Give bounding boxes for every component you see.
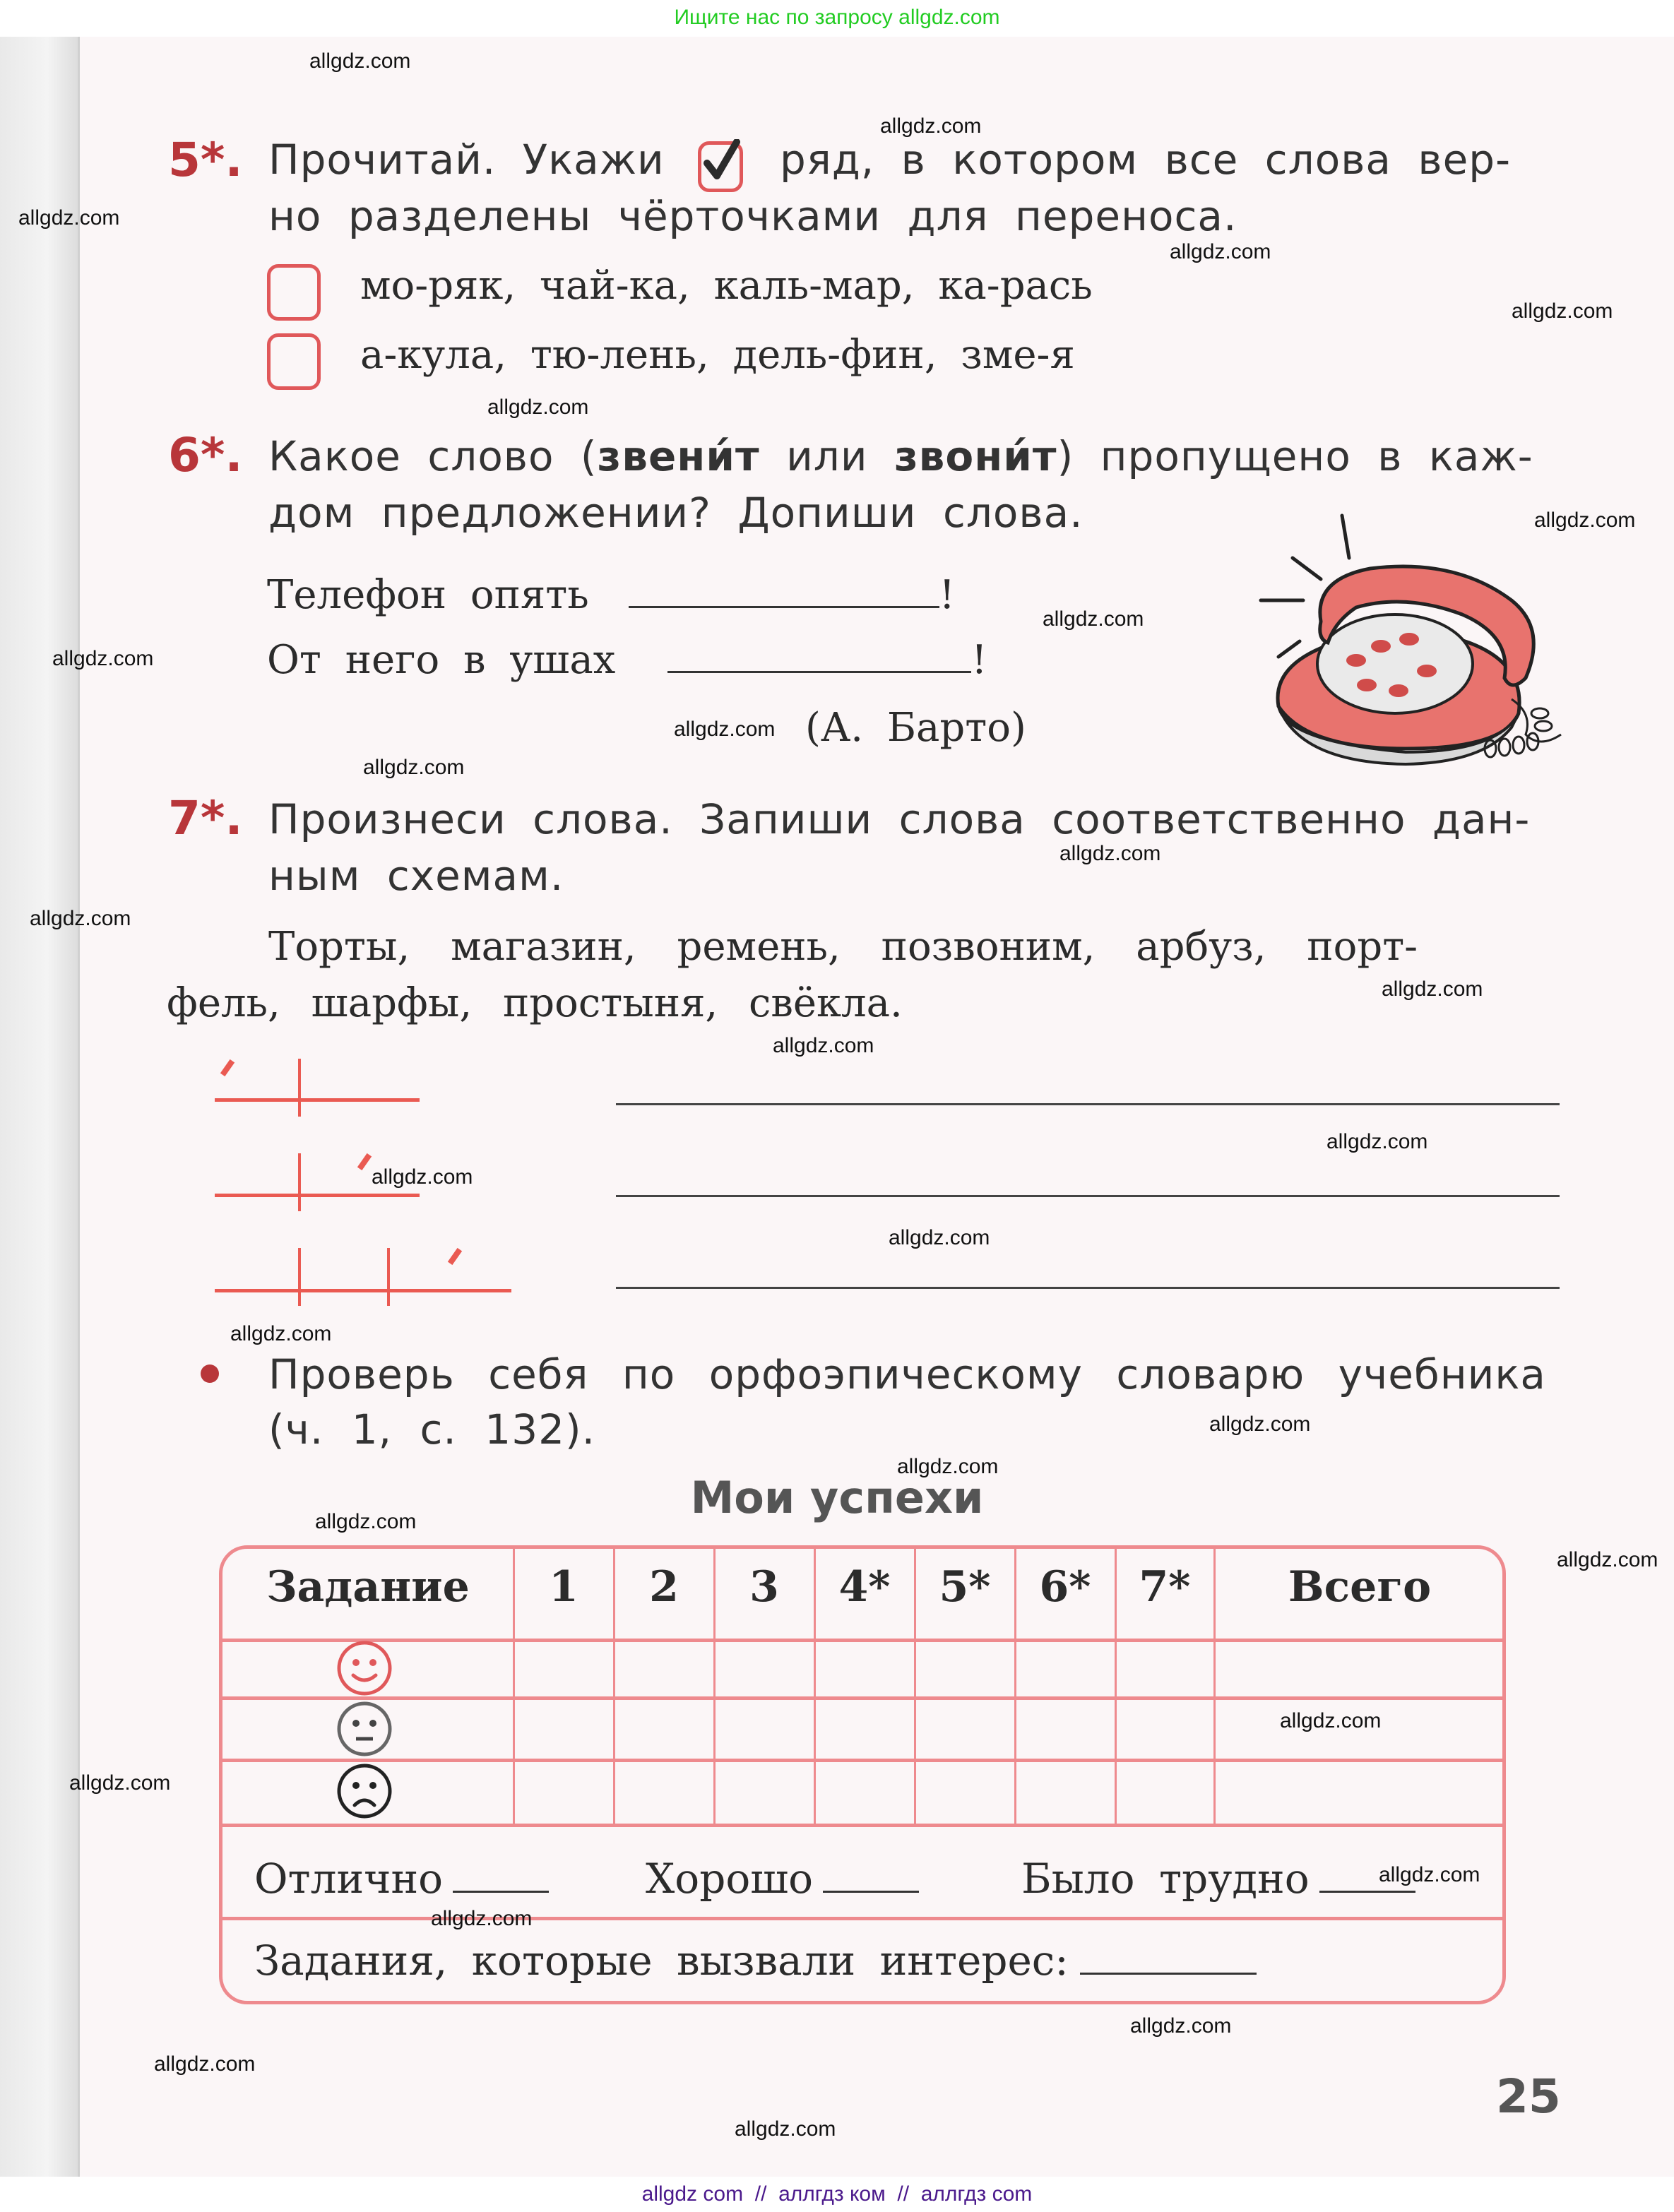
task-6-line1b: ) пропущено в каж- xyxy=(1057,432,1533,480)
task-5-line1b: ряд, в котором все слова вер- xyxy=(780,136,1511,184)
watermark[interactable]: allgdz.com xyxy=(735,2117,836,2141)
row-divider xyxy=(220,1639,1504,1642)
watermark[interactable]: allgdz.com xyxy=(154,2052,256,2076)
rating-hard xyxy=(1021,1855,1415,1903)
header-cell-4: 4* xyxy=(838,1562,891,1612)
watermark[interactable]: allgdz.com xyxy=(1280,1709,1382,1732)
watermark[interactable]: allgdz.com xyxy=(1534,509,1636,532)
task-7-line1: Произнеси слова. Запиши слова соответственно дан- xyxy=(268,795,1531,843)
task-5-line1a: Прочитай. Укажи xyxy=(268,136,665,184)
watermark[interactable]: allgdz.com xyxy=(674,718,776,741)
row-divider xyxy=(220,1917,1504,1920)
top-banner-text[interactable]: Ищите нас по запросу allgdz.com xyxy=(674,6,1000,29)
answer-blank-1[interactable] xyxy=(629,606,939,608)
gutter-edge xyxy=(78,37,80,2177)
watermark[interactable]: allgdz.com xyxy=(1130,2014,1232,2038)
row-divider xyxy=(220,1696,1504,1700)
scheme-3-divider-2 xyxy=(387,1248,390,1306)
telephone-illustration xyxy=(1229,501,1568,770)
watermark[interactable]: allgdz.com xyxy=(30,907,131,930)
header-cell-3: 3 xyxy=(749,1562,779,1612)
watermark[interactable]: allgdz.com xyxy=(1512,299,1613,323)
watermark[interactable]: allgdz.com xyxy=(18,206,120,230)
scheme-3-line xyxy=(215,1289,511,1292)
answer-line-1[interactable] xyxy=(616,1103,1560,1105)
answer-blank-2[interactable] xyxy=(667,671,971,673)
watermark[interactable]: allgdz.com xyxy=(69,1771,171,1795)
check-line1: Проверь себя по орфоэпическому словарю учебника xyxy=(268,1350,1546,1398)
task-7-number: 7*. xyxy=(168,791,243,845)
answer-line-2[interactable] xyxy=(616,1195,1560,1197)
header-cell-1: 1 xyxy=(549,1562,578,1612)
rating-excellent xyxy=(254,1855,549,1903)
stress-mark-icon xyxy=(357,1153,372,1170)
task-6-or: или xyxy=(786,432,868,480)
watermark[interactable]: allgdz.com xyxy=(372,1165,473,1189)
header-cell-2: 2 xyxy=(649,1562,679,1612)
smiley-neutral-icon xyxy=(335,1699,394,1759)
task-7-line2: ным схемам. xyxy=(268,852,564,900)
watermark[interactable]: allgdz.com xyxy=(1382,977,1483,1001)
check-mark-icon xyxy=(700,139,742,186)
row-divider xyxy=(220,1824,1504,1827)
watermark[interactable]: allgdz.com xyxy=(52,647,154,670)
watermark[interactable]: allgdz.com xyxy=(773,1034,874,1057)
scheme-2-line xyxy=(215,1194,420,1197)
row-divider xyxy=(220,1759,1504,1762)
option-1-checkbox[interactable] xyxy=(267,264,321,321)
rating-good xyxy=(646,1855,919,1903)
scheme-2-divider xyxy=(298,1153,301,1211)
watermark[interactable]: allgdz.com xyxy=(1059,842,1161,865)
watermark[interactable]: allgdz.com xyxy=(1043,607,1144,631)
page-number: 25 xyxy=(1496,2069,1561,2124)
watermark[interactable]: allgdz.com xyxy=(230,1322,332,1345)
answer-line-3[interactable] xyxy=(616,1287,1560,1289)
header-cell-total: Всего xyxy=(1288,1562,1432,1612)
bottom-banner xyxy=(0,2177,1674,2212)
poem-author: (А. Барто) xyxy=(805,705,1026,751)
watermark[interactable]: allgdz.com xyxy=(431,1907,533,1930)
watermark[interactable]: allgdz.com xyxy=(1209,1413,1311,1436)
poem-line-2 xyxy=(267,637,987,683)
watermark[interactable]: allgdz.com xyxy=(487,396,589,419)
watermark[interactable]: allgdz.com xyxy=(1557,1548,1658,1571)
watermark[interactable]: allgdz.com xyxy=(315,1510,417,1533)
progress-table xyxy=(219,1545,1506,2004)
rating-hard-label: Было трудно xyxy=(1021,1855,1310,1903)
stress-mark-icon xyxy=(448,1248,462,1265)
progress-title: Мои успехи xyxy=(690,1472,984,1523)
interest-row xyxy=(254,1937,1257,1985)
smiley-sad-icon xyxy=(335,1761,394,1821)
rating-excellent-blank[interactable] xyxy=(453,1891,549,1893)
watermark[interactable]: allgdz.com xyxy=(889,1226,990,1249)
poem-line-2-end: ! xyxy=(971,637,987,683)
task-7-words-line1: Торты, магазин, ремень, позвоним, арбуз, порт- xyxy=(268,924,1418,970)
option-2-text: а-кула, тю-лень, дель-фин, зме-я xyxy=(360,332,1075,378)
option-1-text: мо-ряк, чай-ка, каль-мар, ка-рась xyxy=(360,263,1093,309)
stress-mark-icon xyxy=(220,1059,235,1076)
watermark[interactable]: allgdz.com xyxy=(1379,1863,1480,1886)
scheme-1-line xyxy=(215,1098,420,1102)
ring-line xyxy=(1293,558,1321,579)
task-6-number: 6*. xyxy=(168,428,243,482)
check-line2: (ч. 1, с. 132). xyxy=(268,1405,596,1453)
rating-excellent-label: Отлично xyxy=(254,1855,444,1903)
poem-line-2-text: От него в ушах xyxy=(267,637,616,683)
syllable-schemes xyxy=(212,1056,523,1310)
smiley-happy-icon xyxy=(335,1639,394,1698)
watermark[interactable]: allgdz.com xyxy=(309,49,411,73)
interest-blank[interactable] xyxy=(1080,1973,1257,1975)
option-2-checkbox[interactable] xyxy=(267,333,321,390)
header-cell-task: Задание xyxy=(266,1562,470,1612)
page-gutter xyxy=(0,37,79,2177)
watermark[interactable]: allgdz.com xyxy=(363,756,465,779)
scheme-1-divider xyxy=(298,1059,301,1117)
task-6-line1a: Какое слово ( xyxy=(268,432,598,480)
rating-hard-blank[interactable] xyxy=(1319,1891,1415,1893)
task-6-line2: дом предложении? Допиши слова. xyxy=(268,489,1084,537)
task-5-line2: но разделены чёрточками для переноса. xyxy=(268,192,1237,240)
rating-good-blank[interactable] xyxy=(823,1891,919,1893)
interest-label: Задания, которые вызвали интерес: xyxy=(254,1937,1069,1985)
header-cell-6: 6* xyxy=(1039,1562,1091,1612)
watermark[interactable]: allgdz.com xyxy=(880,114,982,138)
task-7-words-line2: фель, шарфы, простыня, свёкла. xyxy=(167,980,903,1026)
word-zvenit: звени́т xyxy=(597,432,760,480)
top-banner xyxy=(0,0,1674,37)
bullet-icon xyxy=(201,1364,219,1383)
watermark[interactable]: allgdz.com xyxy=(1170,240,1271,263)
task-5-number: 5*. xyxy=(168,133,243,187)
poem-line-1 xyxy=(267,572,955,618)
scheme-3-divider-1 xyxy=(298,1248,301,1306)
word-zvonit: звони́т xyxy=(894,432,1057,480)
header-cell-5: 5* xyxy=(939,1562,991,1612)
task-6-line1 xyxy=(268,432,1533,480)
poem-line-1-end: ! xyxy=(939,572,956,618)
header-cell-7: 7* xyxy=(1139,1562,1191,1612)
watermark[interactable]: allgdz.com xyxy=(897,1455,999,1478)
check-box-example xyxy=(698,141,743,192)
poem-line-1-text: Телефон опять xyxy=(267,572,589,618)
bottom-banner-text[interactable]: allgdz com // аллгдз ком // аллгдз com xyxy=(641,2182,1033,2206)
watermark[interactable]: allgdz.com xyxy=(1326,1130,1428,1153)
rating-good-label: Хорошо xyxy=(646,1855,814,1903)
